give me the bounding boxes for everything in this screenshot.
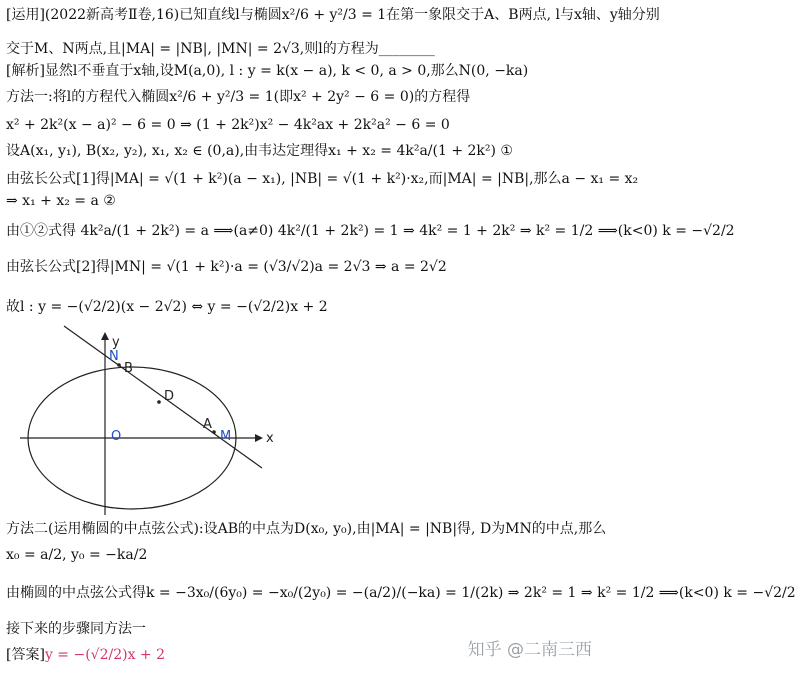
point-a [212, 430, 216, 434]
label-n: N [109, 349, 119, 364]
label-m: M [220, 429, 232, 444]
watermark: 知乎 @二南三西 [467, 640, 592, 660]
ellipse-diagram [0, 320, 600, 520]
problem-line-2: 交于M、N两点,且|MA| = |NB|, |MN| = 2√3,则l的方程为________ [6, 41, 435, 57]
analysis-line: [解析]显然l不垂直于x轴,设M(a,0), l : y = k(x − a), k < 0, a > 0,那么N(0, −ka) [6, 63, 529, 79]
x-axis-arrow [255, 434, 263, 442]
line-equation: 故l : y = −(√2/2)(x − 2√2) ⇔ y = −(√2/2)x + 2 [6, 299, 328, 315]
y-axis-label: y [112, 335, 120, 350]
sum-line: ⇒ x₁ + x₂ = a ② [6, 193, 116, 209]
midpoint-coords: x₀ = a/2, y₀ = −ka/2 [6, 547, 148, 563]
y-axis-arrow [101, 332, 109, 340]
x-axis-label: x [266, 431, 274, 446]
label-a: A [203, 417, 212, 432]
midpoint-chord-line: 由椭圆的中点弦公式得k = −3x₀/(6y₀) = −x₀/(2y₀) = −(a/2)/(−ka) = 1/(2k) ⇒ 2k² = 1 ⇒ k² = 1/2 ⟹(k<0) k = −√2/2 [6, 585, 796, 601]
label-o: O [111, 429, 122, 444]
answer-value: y = −(√2/2)x + 2 [44, 647, 166, 663]
answer-line [6, 646, 165, 664]
label-b: B [124, 361, 133, 376]
answer-label: [答案] [6, 647, 45, 663]
point-d [157, 400, 161, 404]
mn-length-line: 由弦长公式[2]得|MN| = √(1 + k²)·a = (√3/√2)a = 2√3 ⇒ a = 2√2 [6, 259, 447, 275]
same-steps-line: 接下来的步骤同方法一 [6, 621, 146, 637]
method-1-intro: 方法一:将l的方程代入椭圆x²/6 + y²/3 = 1(即x² + 2y² − 6 = 0)的方程得 [6, 89, 471, 105]
solve-k-line: 由①②式得 4k²a/(1 + 2k²) = a ⟹(a≠0) 4k²/(1 + 2k²) = 1 ⇒ 4k² = 1 + 2k² ⇒ k² = 1/2 ⟹(k<0) k = −√2/2 [6, 223, 735, 239]
vieta-line: 设A(x₁, y₁), B(x₂, y₂), x₁, x₂ ∈ (0,a),由韦达定理得x₁ + x₂ = 4k²a/(1 + 2k²) ① [6, 143, 513, 159]
problem-line-1: [运用](2022新高考Ⅱ卷,16)已知直线l与椭圆x²/6 + y²/3 = 1在第一象限交于A、B两点, l与x轴、y轴分别 [6, 7, 660, 23]
line-l [64, 326, 262, 468]
equation-substitution: x² + 2k²(x − a)² − 6 = 0 ⇒ (1 + 2k²)x² − 4k²ax + 2k²a² − 6 = 0 [6, 117, 450, 133]
chord-length-line: 由弦长公式[1]得|MA| = √(1 + k²)(a − x₁), |NB| = √(1 + k²)·x₂,而|MA| = |NB|,那么a − x₁ = x₂ [6, 171, 639, 187]
method-2-intro: 方法二(运用椭圆的中点弦公式):设AB的中点为D(x₀, y₀),由|MA| = |NB|得, D为MN的中点,那么 [6, 521, 607, 537]
label-d: D [164, 389, 175, 404]
